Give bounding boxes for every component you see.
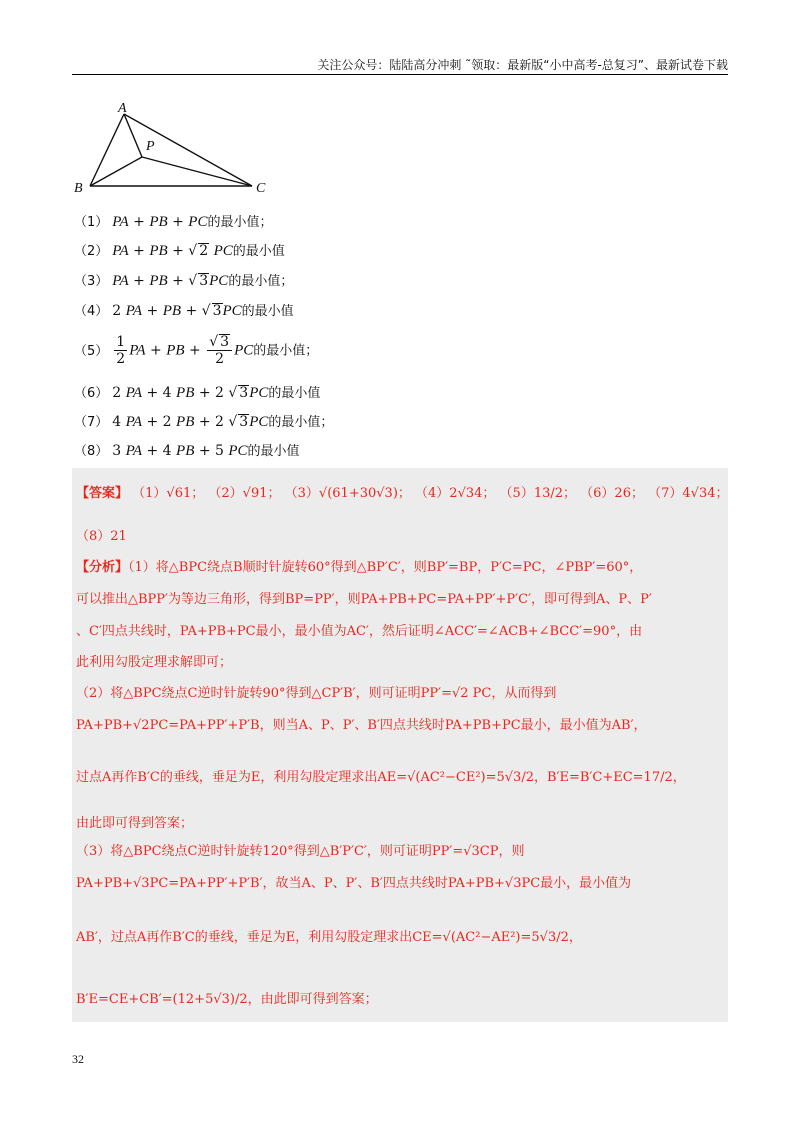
- label-a: A: [118, 101, 127, 116]
- analysis-p2-line2: PA+PB+√2PC=PA+PP′+P′B，则当A、P、P′、B′四点共线时PA+PB+PC最小，最小值为AB′，: [76, 718, 647, 733]
- analysis-p2-line1: （2）将△BPC绕点C逆时针旋转90°得到△CP′B′，则可证明PP′=√2 PC，从而得到: [76, 686, 557, 701]
- question-5: （5） $\frac{1}{2}$ PA + PB + $\frac{√ 3}{2}$ PC的最小值；: [74, 334, 319, 367]
- segment-pa: [124, 114, 142, 157]
- question-8: （8） 3 PA + 4 PB + 5 PC的最小值: [74, 443, 300, 459]
- label-b: B: [74, 181, 83, 196]
- triangle-figure: [74, 100, 274, 200]
- analysis-p3-line4: B′E=CE+CB′=(12+5√3)/2，由此即可得到答案；: [76, 992, 378, 1007]
- analysis-p3-line3: AB′，过点A再作B′C的垂线，垂足为E，利用勾股定理求出CE=√(AC²−AE²)=5√3/2，: [76, 930, 582, 945]
- question-3: （3） PA + PB + √ 3PC的最小值；: [74, 273, 294, 289]
- header-rule: [72, 74, 728, 75]
- analysis-p1-line3: 、C′四点共线时，PA+PB+PC最小，最小值为AC′，然后证明∠ACC′=∠ACB+∠BCC′=90°，由: [76, 624, 643, 639]
- question-6: （6） 2 PA + 4 PB + 2 √ 3PC的最小值: [74, 385, 321, 401]
- label-p: P: [146, 139, 155, 154]
- label-c: C: [256, 181, 266, 196]
- segment-pb: [90, 157, 142, 186]
- edge-ab: [90, 114, 124, 186]
- answer-line: 【答案】 （1）√61； （2）√91； （3）√(61+30√3)； （4）2√34； （5）13/2； （6）26； （7）4√34；: [76, 486, 729, 501]
- edge-ac: [124, 114, 252, 186]
- segment-pc: [142, 157, 252, 186]
- page-header: 关注公众号：陆陆高分冲刺 ˜领取：最新版“小中高考-总复习”、最新试卷下载: [317, 58, 728, 72]
- page-number: 32: [72, 1052, 84, 1066]
- analysis-p3-line1: （3）将△BPC绕点C逆时针旋转120°得到△B′P′C′，则可证明PP′=√3CP，则: [76, 844, 525, 859]
- analysis-p3-line2: PA+PB+√3PC=PA+PP′+P′B′，故当A、P、P′、B′四点共线时PA+PB+√3PC最小，最小值为: [76, 876, 632, 891]
- analysis-p1-line2: 可以推出△BPP′为等边三角形，得到BP=PP′，则PA+PB+PC=PA+PP′+P′C′，即可得到A、P、P′: [76, 592, 652, 607]
- question-1: （1） PA + PB + PC的最小值；: [74, 214, 273, 230]
- question-7: （7） 4 PA + 2 PB + 2 √ 3PC的最小值；: [74, 414, 334, 430]
- analysis-p2-line3: 过点A再作B′C的垂线，垂足为E，利用勾股定理求出AE=√(AC²−CE²)=5√3/2，B′E=B′C+EC=17/2，: [76, 770, 686, 785]
- analysis-p1-line4: 此利用勾股定理求解即可；: [76, 655, 233, 670]
- analysis-p1-line1: 【分析】（1）将△BPC绕点B顺时针旋转60°得到△BP′C′，则BP′=BP，P′C=PC，∠PBP′=60°，: [76, 560, 643, 575]
- question-2: （2） PA + PB + √ 2 PC的最小值: [74, 243, 285, 259]
- answer-line-8: （8）21: [76, 529, 127, 544]
- analysis-p2-line4: 由此即可得到答案；: [76, 816, 194, 831]
- question-4: （4） 2 PA + PB + √ 3PC的最小值: [74, 303, 294, 319]
